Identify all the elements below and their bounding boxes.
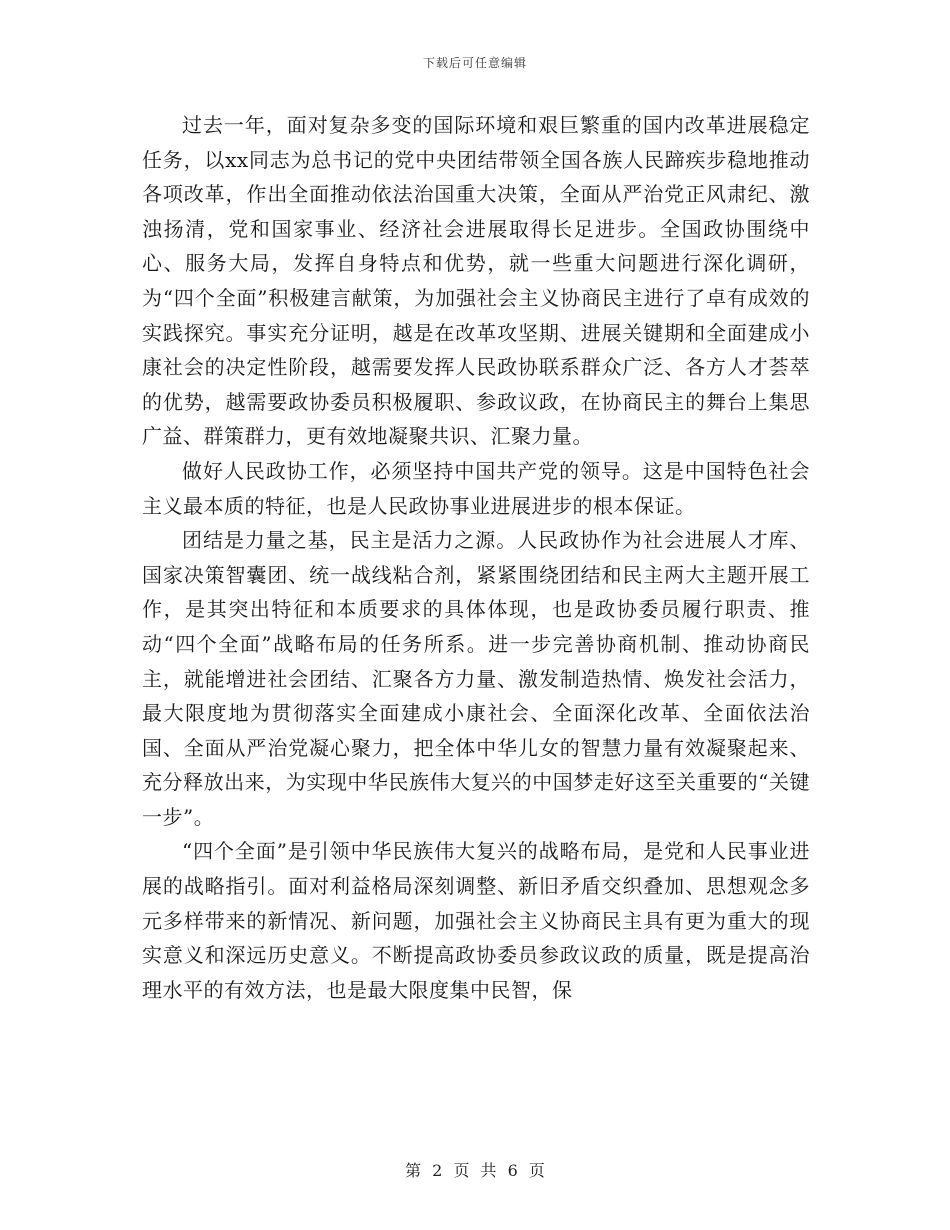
page-number: 第 2 页 共 6 页 [405,1161,545,1180]
paragraph: 做好人民政协工作，必须坚持中国共产党的领导。这是中国特色社会主义最本质的特征，也是人民政协事业进展进步的根本保证。 [142,458,810,518]
paragraph: 团结是力量之基，民主是活力之源。人民政协作为社会进展人才库、国家决策智囊团、统一战线粘合剂，紧紧围绕团结和民主两大主题开展工作，是其突出特征和本质要求的具体体现，也是政协委员履行职责、推动“四个全面”战略布局的任务所系。进一步完善协商机制、推动协商民主，就能增进社会团结、汇聚各方力量、激发制造热情、焕发社会活力，最大限度地为贯彻落实全面建成小康社会、全面深化改革、全面依法治国、全面从严治党凝心聚力，把全体中华儿女的智慧力量有效凝聚起来、充分释放出来，为实现中华民族伟大复兴的中国梦走好这至关重要的“关键一步”。 [142,528,810,829]
document-body [142,108,810,1007]
paragraph: “四个全面”是引领中华民族伟大复兴的战略布局，是党和人民事业进展的战略指引。面对利益格局深刻调整、新旧矛盾交织叠加、思想观念多元多样带来的新情况、新问题，加强社会主义协商民主具有更为重大的现实意义和深远历史意义。不断提高政协委员参政议政的质量，既是提高治理水平的有效方法，也是最大限度集中民智，保 [142,839,810,1002]
paragraph: 过去一年，面对复杂多变的国际环境和艰巨繁重的国内改革进展稳定任务，以xx同志为总书记的党中央团结带领全国各族人民蹄疾步稳地推动各项改革，作出全面推动依法治国重大决策，全面从严治党正风肃纪、激浊扬清，党和国家事业、经济社会进展取得长足进步。全国政协围绕中心、服务大局，发挥自身特点和优势，就一些重大问题进行深化调研，为“四个全面”积极建言献策，为加强社会主义协商民主进行了卓有成效的实践探究。事实充分证明，越是在改革攻坚期、进展关键期和全面建成小康社会的决定性阶段，越需要发挥人民政协联系群众广泛、各方人才荟萃的优势，越需要政协委员积极履职、参政议政，在协商民主的舞台上集思广益、群策群力，更有效地凝聚共识、汇聚力量。 [142,113,810,449]
page-header-note: 下载后可任意编辑 [422,56,527,70]
